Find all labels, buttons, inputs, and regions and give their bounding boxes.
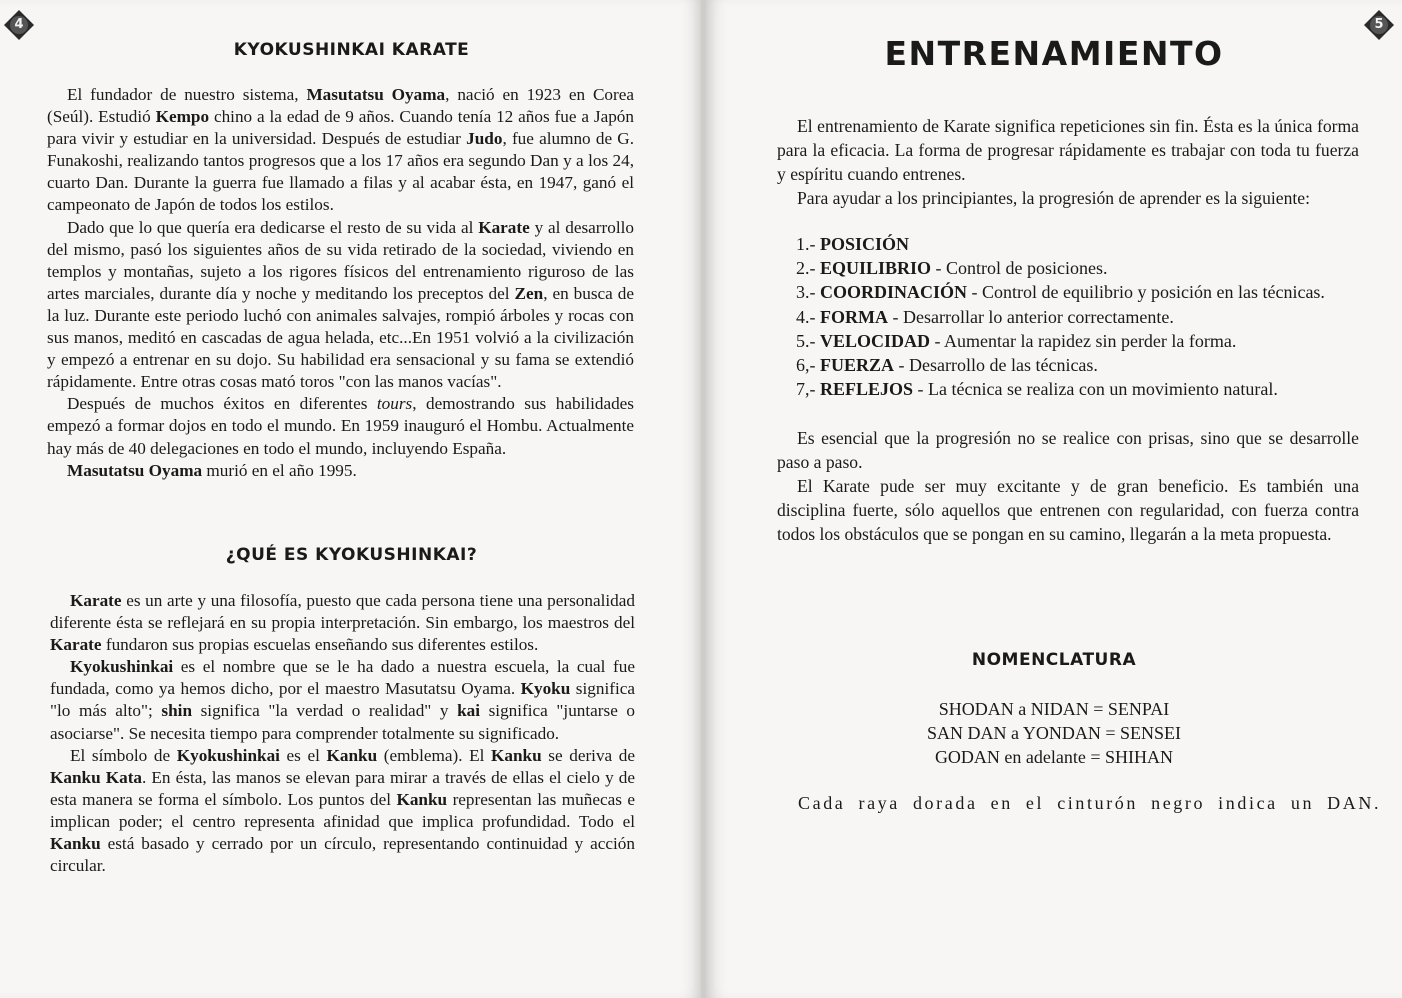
rank-line: SAN DAN a YONDAN = SENSEI xyxy=(927,723,1181,743)
paragraph-karate-philosophy: Karate es un arte y una filosofía, puesto que cada persona tiene una personalidad diferente ésta se reflejará en su propia interpretación. Sin embargo, los maestros del Karate fundaron sus propias escuelas enseñando sus diferentes estilos. xyxy=(50,591,635,655)
paragraph-name-meaning: Kyokushinkai es el nombre que se le ha dado a nuestra escuela, la cual fue fundada, como ya hemos dicho, por el maestro Masutatsu Oyama. Kyoku significa "lo más alto"; shin significa "la verdad o realidad" y kai significa "juntarse o asociarse". Se necesita tiempo para comprender totalmente su significado. xyxy=(50,657,636,743)
training-closing xyxy=(777,426,1359,546)
progression-step: 5.- VELOCIDAD - Aumentar la rapidez sin perder la forma. xyxy=(796,330,1237,351)
paragraph-no-rush: Es esencial que la progresión no se realice con prisas, sino que se desarrolle paso a paso. xyxy=(777,428,1359,472)
heading-kyokushinkai-karate: KYOKUSHINKAI KARATE xyxy=(233,40,470,60)
progression-step: 4.- FORMA - Desarrollar lo anterior correctamente. xyxy=(796,306,1174,327)
paragraph-retreat: Dado que lo que quería era dedicarse el resto de su vida al Karate y al desarrollo del mismo, pasó los siguientes años de su vida retirado de la sociedad, viviendo en templos y montañas, sujeto a los rigores físicos del entrenamiento riguroso de las artes marciales, durante día y noche y meditando los preceptos del Zen, en busca de la luz. Durante este periodo luchó con animales salvajes, rompió árboles y rocas con sus manos, meditó en cascadas de agua helada, etc...En 1951 volvió a la civilización y empezó a entrenar en su dojo. Su habilidad era sensacional y su fama se extendió rápidamente. Entre otras cosas mató toros "con las manos vacías". xyxy=(47,217,634,392)
page-number-left: 4 xyxy=(14,17,24,32)
paragraph-expansion: Después de muchos éxitos en diferentes tours, demostrando sus habilidades empezó a formar dojos en todo el mundo. En 1959 inauguró el Hombu. Actualmente hay más de 40 delegaciones en todo el mundo, incluyendo España. xyxy=(47,394,634,458)
progression-step: 3.- COORDINACIÓN - Control de equilibrio y posición en las técnicas. xyxy=(796,282,1325,303)
definition-section xyxy=(50,590,635,877)
progression-step: 1.- POSICIÓN xyxy=(796,234,910,254)
progression-step: 2.- EQUILIBRIO - Control de posiciones. xyxy=(796,258,1108,279)
right-page xyxy=(706,0,1402,998)
progression-step: 6,- FUERZA - Desarrollo de las técnicas. xyxy=(796,355,1098,376)
paragraph-discipline: El Karate pude ser muy excitante y de gran beneficio. Es también una disciplina fuerte, sólo aquellos que entrenen con regularidad, con fuerza contra todos los obstáculos que se pongan en su camino, llegarán a la meta propuesta. xyxy=(777,476,1359,544)
rank-list xyxy=(706,697,1402,769)
history-section xyxy=(47,84,634,482)
title-entrenamiento: ENTRENAMIENTO xyxy=(884,34,1224,73)
page-number-right: 5 xyxy=(1374,17,1384,32)
belt-stripe-note: Cada raya dorada en el cinturón negro indica un DAN. xyxy=(798,793,1382,813)
rank-line: SHODAN a NIDAN = SENPAI xyxy=(938,699,1170,719)
training-intro xyxy=(777,114,1359,210)
heading-nomenclatura: NOMENCLATURA xyxy=(971,650,1137,670)
page-number-badge-left xyxy=(2,8,36,42)
paragraph-kanku-symbol: El símbolo de Kyokushinkai es el Kanku (emblema). El Kanku se deriva de Kanku Kata. En ésta, las manos se elevan para mirar a través de ellas el cielo y de esta manera se forma el símbolo. Los puntos del Kanku representan las muñecas e implican poder; el centro representa afinidad que implica profundidad. Todo el Kanku está basado y cerrado por un círculo, representando continuidad y acción circular. xyxy=(50,745,636,876)
paragraph-training-repetition: El entrenamiento de Karate significa repeticiones sin fin. Ésta es la única forma para la eficacia. La forma de progresar rápidamente es trabajar con toda tu fuerza y espíritu cuando entrenes. xyxy=(777,116,1359,184)
progression-step: 7,- REFLEJOS - La técnica se realiza con un movimiento natural. xyxy=(796,379,1278,400)
paragraph-death: Masutatsu Oyama murió en el año 1995. xyxy=(67,460,357,480)
rank-line: GODAN en adelante = SHIHAN xyxy=(934,747,1174,767)
heading-que-es-kyokushinkai: ¿QUÉ ES KYOKUSHINKAI? xyxy=(225,545,478,565)
paragraph-founder: El fundador de nuestro sistema, Masutatsu Oyama, nació en 1923 en Corea (Seúl). Estudió Kempo chino a la edad de 9 años. Cuando tenía 12 años fue a Japón para vivir y estudiar en la universidad. Después de estudiar Judo, fue alumno de G. Funakoshi, realizando tantos progresos que a los 17 años era segundo Dan y a los 24, cuarto Dan. Durante la guerra fue llamado a filas y al acabar ésta, en 1947, ganó el campeonato de Japón de todos los estilos. xyxy=(47,85,635,215)
progression-list xyxy=(796,232,1325,401)
paragraph-progression-intro: Para ayudar a los principiantes, la progresión de aprender es la siguiente: xyxy=(797,188,1310,208)
